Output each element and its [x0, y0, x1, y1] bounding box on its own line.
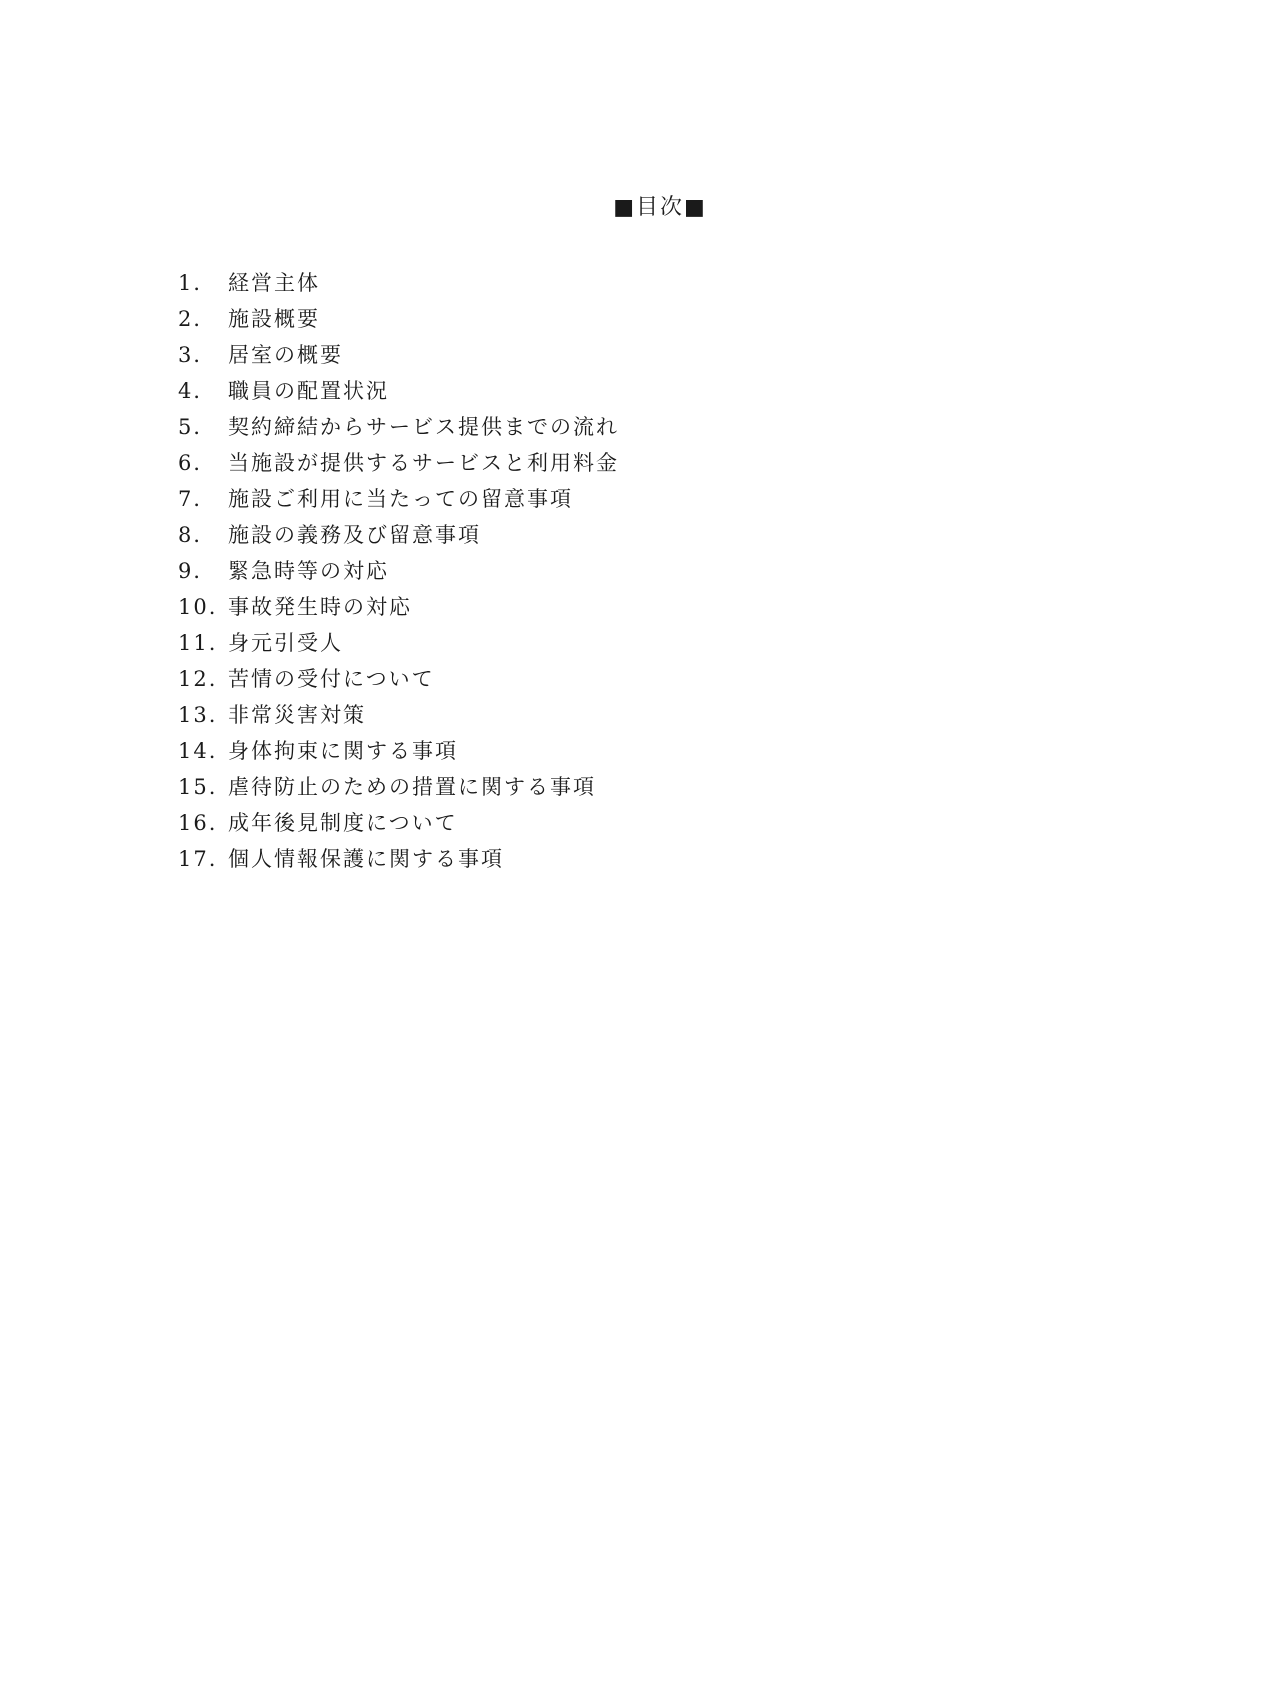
toc-item-text: 施設ご利用に当たっての留意事項	[228, 487, 573, 511]
toc-item-text: 身体拘束に関する事項	[228, 739, 458, 763]
toc-item	[178, 769, 619, 805]
toc-item-text: 施設の義務及び留意事項	[228, 523, 481, 547]
toc-item	[178, 445, 619, 481]
toc-item-text: 成年後見制度について	[228, 811, 458, 835]
toc-title: ■目次■	[613, 195, 707, 220]
toc-item-text: 当施設が提供するサービスと利用料金	[228, 451, 619, 475]
toc-item-number: 10.	[178, 595, 218, 619]
toc-item	[178, 265, 619, 301]
toc-item	[178, 409, 619, 445]
toc-item	[178, 733, 619, 769]
toc-item	[178, 481, 619, 517]
toc-item-text: 個人情報保護に関する事項	[228, 847, 504, 871]
toc-item-number: 12.	[178, 667, 218, 691]
toc-item	[178, 337, 619, 373]
toc-item-text: 苦情の受付について	[228, 667, 435, 691]
toc-item	[178, 373, 619, 409]
toc-item-text: 職員の配置状況	[228, 379, 389, 403]
toc-item-number: 1．	[178, 271, 217, 295]
toc-item-number: 15.	[178, 775, 218, 799]
toc-item	[178, 625, 619, 661]
toc-item	[178, 589, 619, 625]
toc-item-text: 事故発生時の対応	[228, 595, 412, 619]
toc-item-number: 5．	[178, 415, 217, 439]
toc-item-number: 9．	[178, 559, 217, 583]
toc-item-number: 17.	[178, 847, 218, 871]
toc-item-text: 施設概要	[228, 307, 320, 331]
toc-item-number: 7．	[178, 487, 217, 511]
toc-item-number: 14.	[178, 739, 218, 763]
toc-list	[178, 265, 619, 877]
toc-item	[178, 697, 619, 733]
toc-item	[178, 841, 619, 877]
toc-item-text: 虐待防止のための措置に関する事項	[228, 775, 596, 799]
toc-item-text: 緊急時等の対応	[228, 559, 389, 583]
toc-item-number: 2．	[178, 307, 217, 331]
toc-item	[178, 301, 619, 337]
toc-item-text: 経営主体	[228, 271, 320, 295]
toc-item-number: 6．	[178, 451, 217, 475]
toc-item-text: 契約締結からサービス提供までの流れ	[228, 415, 619, 439]
toc-item-text: 身元引受人	[228, 631, 343, 655]
toc-item	[178, 661, 619, 697]
toc-item-number: 8．	[178, 523, 217, 547]
toc-item-text: 非常災害対策	[228, 703, 366, 727]
toc-item-number: 16.	[178, 811, 218, 835]
toc-item-number: 3．	[178, 343, 217, 367]
toc-item-number: 11.	[178, 631, 218, 655]
toc-item	[178, 517, 619, 553]
toc-item-number: 13.	[178, 703, 218, 727]
toc-item	[178, 553, 619, 589]
toc-item-number: 4．	[178, 379, 217, 403]
toc-item-text: 居室の概要	[228, 343, 343, 367]
toc-item	[178, 805, 619, 841]
